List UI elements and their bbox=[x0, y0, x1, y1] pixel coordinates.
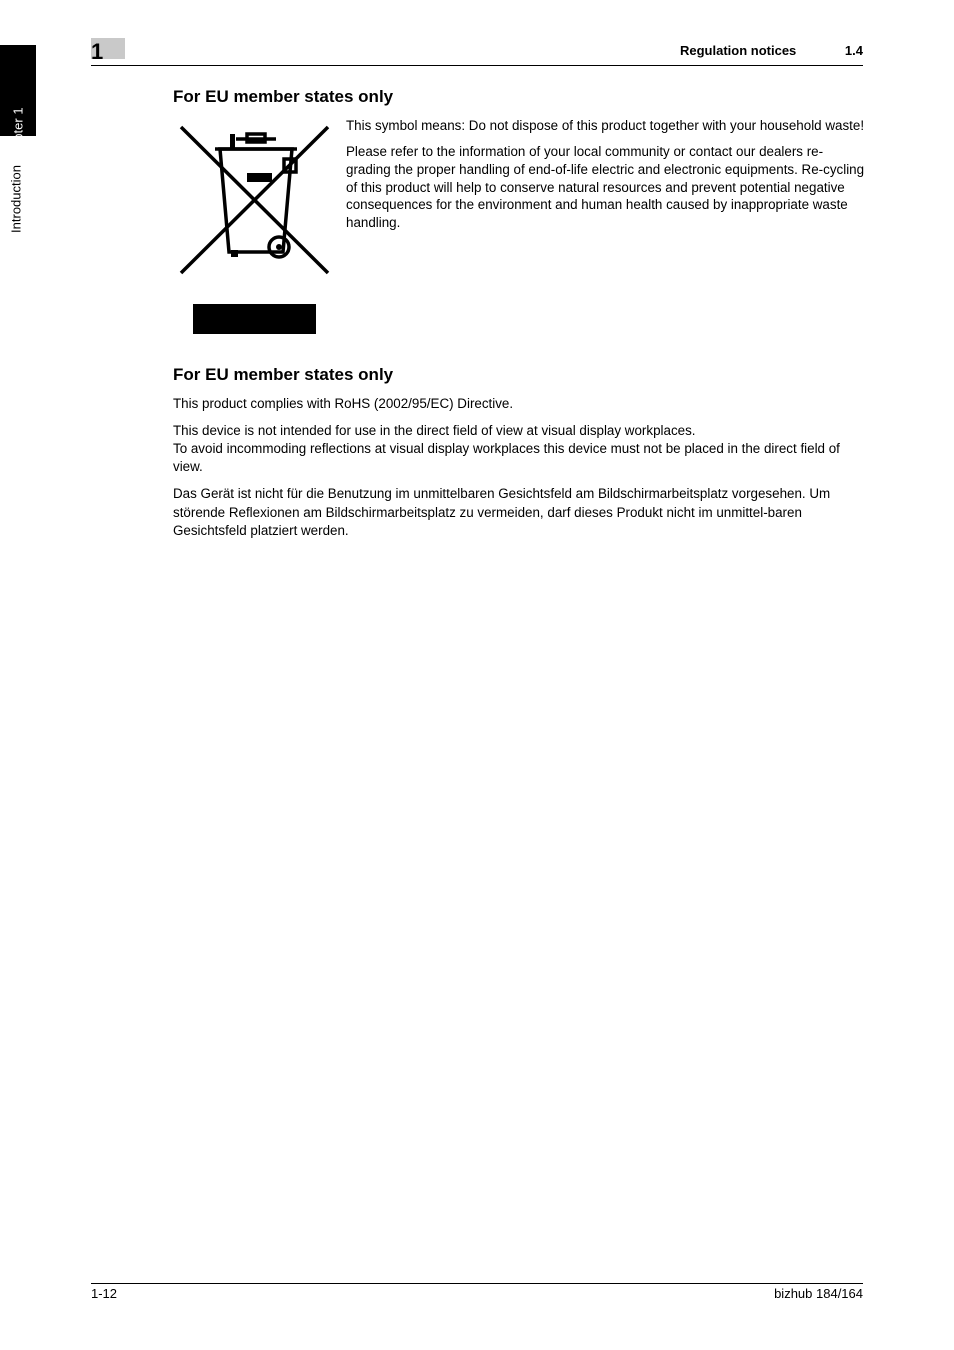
page-number: 1-12 bbox=[91, 1286, 118, 1301]
crossed-out-wheeled-bin-icon bbox=[175, 119, 337, 281]
chapter-number: 1 bbox=[91, 39, 104, 64]
header-section-title: Regulation notices bbox=[680, 43, 797, 58]
footer-rule bbox=[91, 1283, 863, 1284]
display-paragraph-en-2: To avoid incommoding reflections at visual display workplaces this device must not be placed in the direct field of view. bbox=[173, 441, 840, 475]
display-paragraph-en-1: This device is not intended for use in the direct field of view at visual display workplaces. bbox=[173, 422, 696, 438]
section-heading-weee: For EU member states only bbox=[173, 87, 394, 106]
display-paragraph-de: Das Gerät ist nicht für die Benutzung im unmittelbaren Gesichtsfeld am Bildschirmarbeitsplatz vorgesehen. Um störende Reflexionen am Bildschirmarbeitsplatz zu vermeiden, darf dieses Produkt nicht im unmittel-baren Gesichtsfeld platziert werden. bbox=[173, 486, 831, 538]
weee-black-bar bbox=[193, 304, 316, 334]
weee-paragraph-1: This symbol means: Do not dispose of this product together with your household waste! bbox=[346, 118, 865, 133]
rohs-paragraph: This product complies with RoHS (2002/95/EC) Directive. bbox=[173, 396, 514, 411]
weee-description bbox=[346, 117, 865, 240]
chapter-tab-label: Chapter 1 bbox=[10, 107, 26, 165]
header-section-number: 1.4 bbox=[844, 43, 863, 58]
chapter-tab bbox=[0, 45, 36, 165]
section-heading-rohs: For EU member states only bbox=[173, 365, 394, 384]
header-rule bbox=[91, 65, 863, 66]
product-name: bizhub 184/164 bbox=[774, 1286, 863, 1301]
section-side-label: Introduction bbox=[8, 165, 24, 233]
rohs-description bbox=[173, 395, 865, 549]
weee-paragraph-2: Please refer to the information of your local community or contact our dealers re-grading the proper handling of end-of-life electric and electronic equipments. Re-cycling of this product will help to conserve natural resources and prevent potential negative consequences for the environment and human health caused by inappropriate waste handling. bbox=[346, 144, 865, 231]
